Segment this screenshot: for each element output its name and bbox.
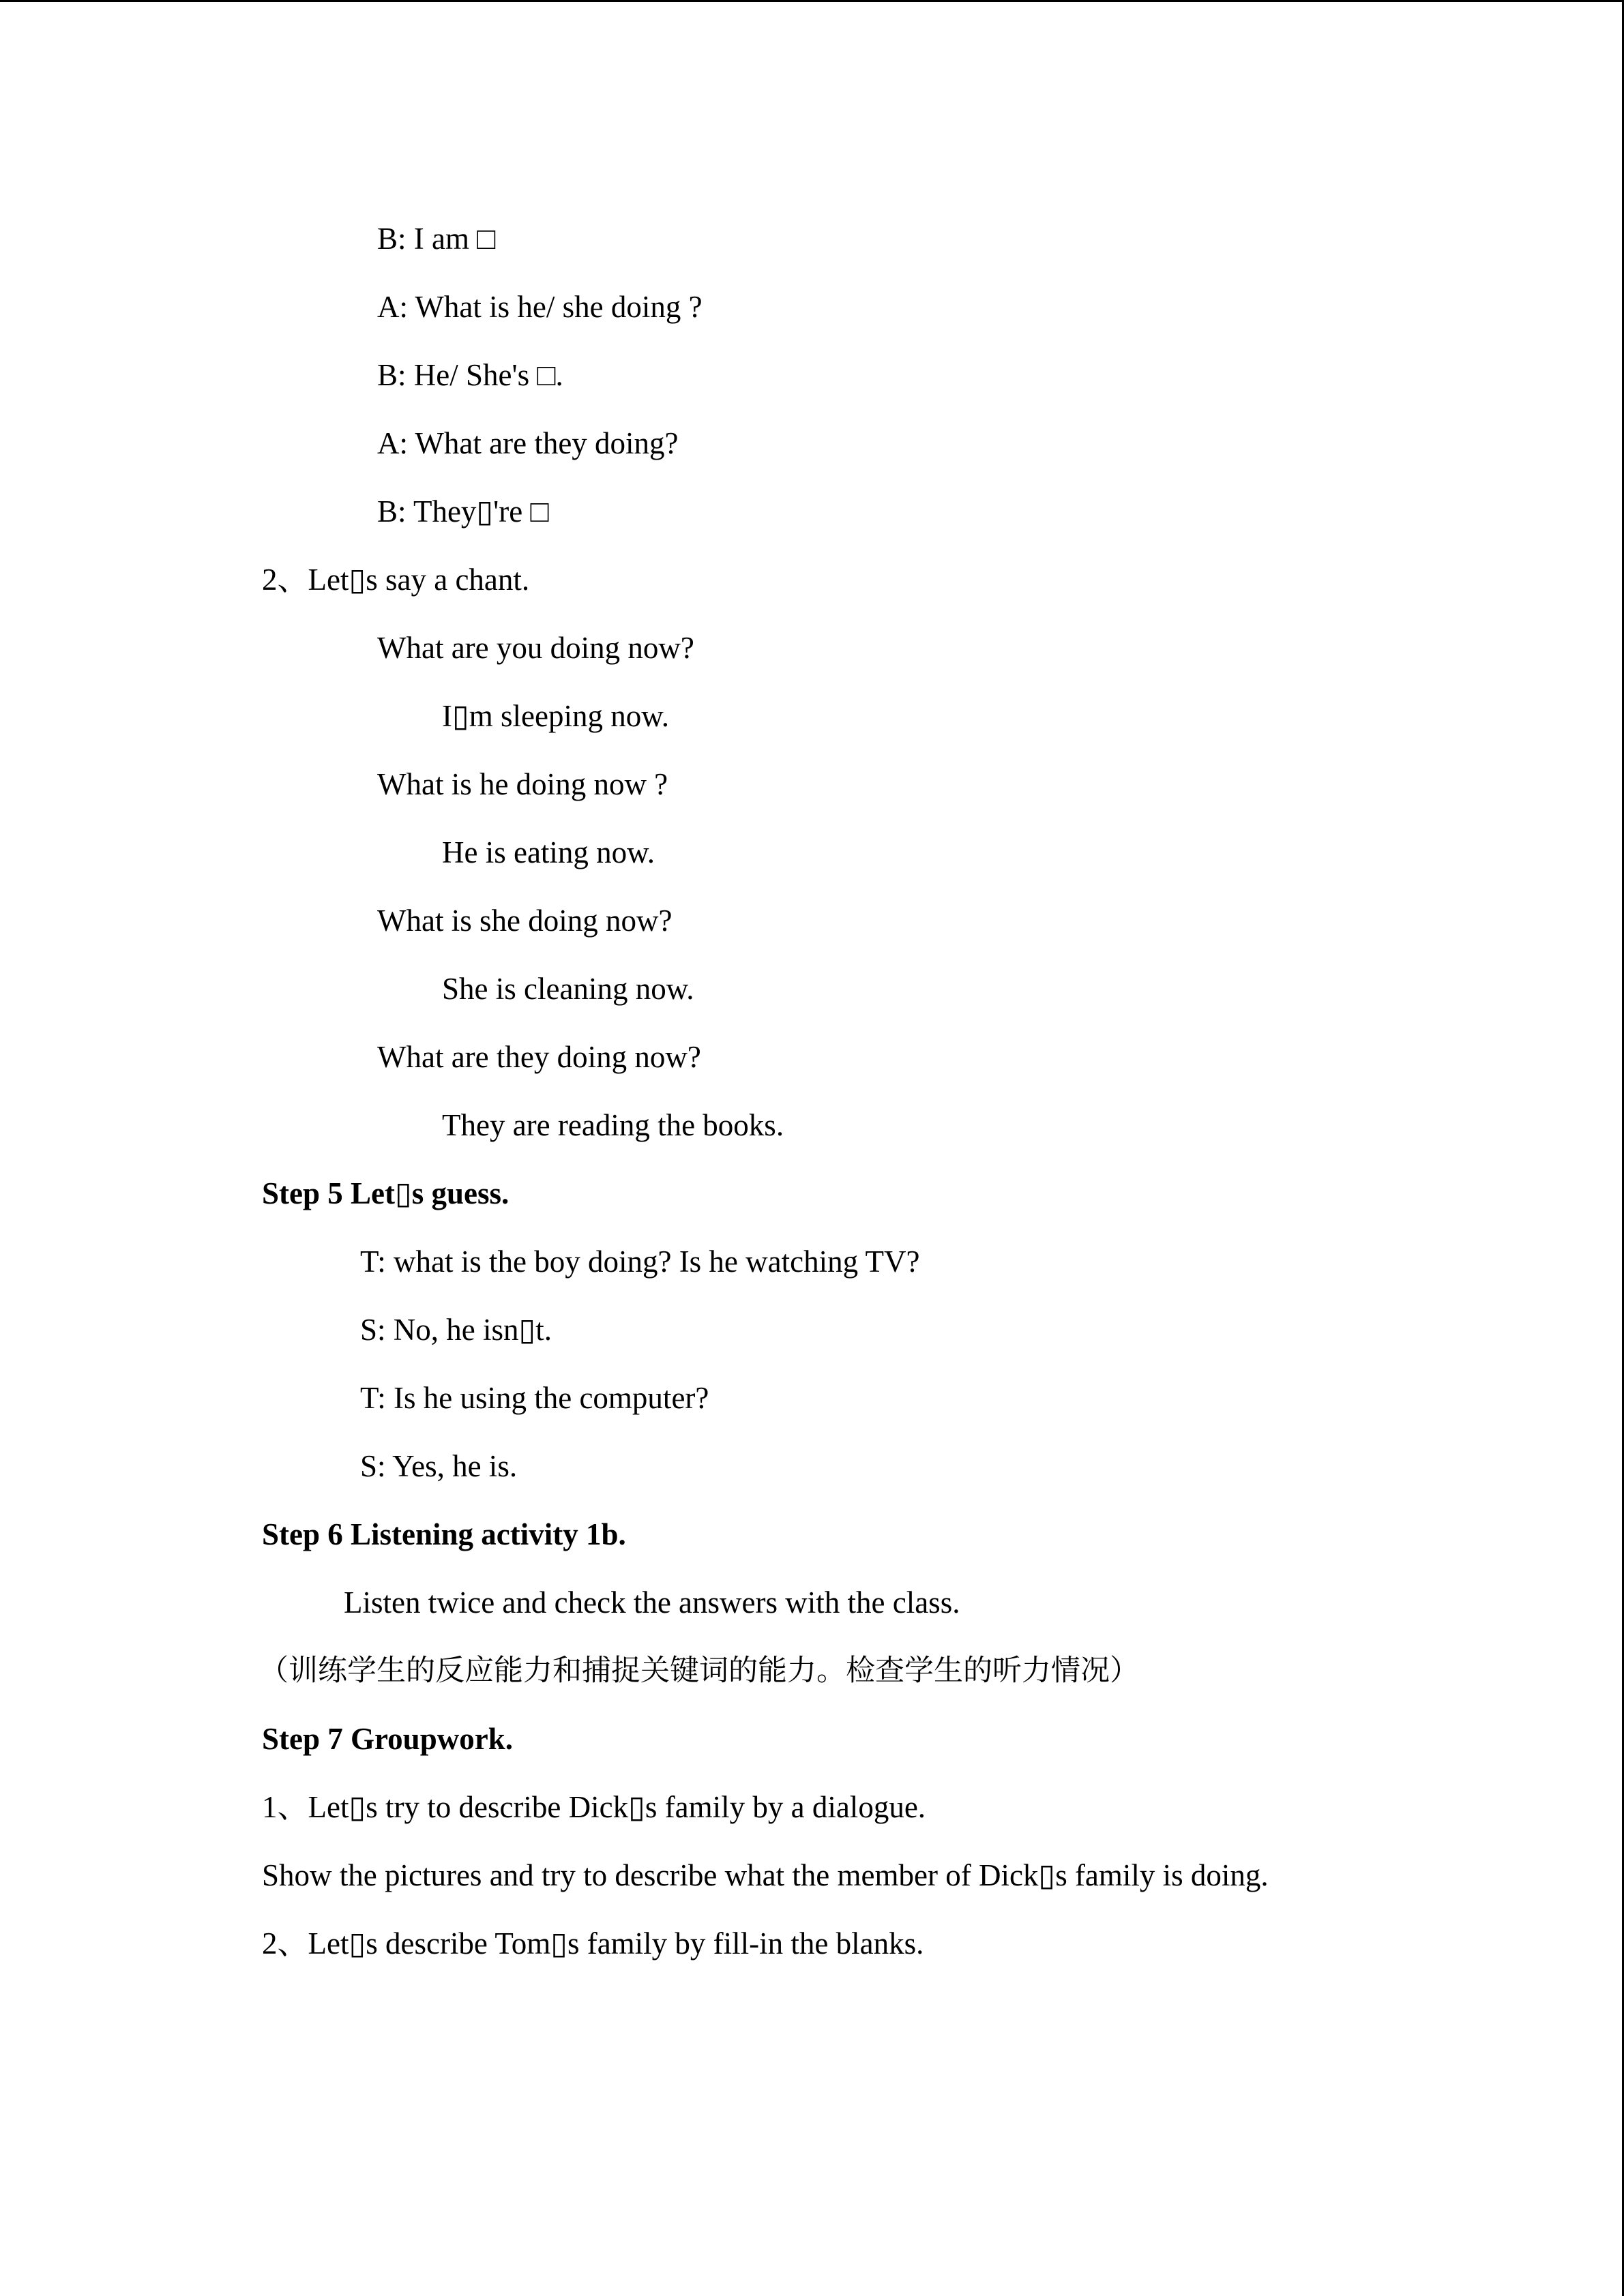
chant-line-answer-2: He is eating now. bbox=[442, 835, 655, 869]
step5-heading: Step 5 Let▯s guess. bbox=[262, 1176, 510, 1210]
dialogue-line-2: A: What is he/ she doing ? bbox=[377, 290, 703, 324]
chant-line-question-3: What is she doing now? bbox=[377, 904, 673, 938]
dialogue-line-4: A: What are they doing? bbox=[377, 426, 679, 460]
step5-line-3: T: Is he using the computer? bbox=[360, 1381, 709, 1415]
step5-line-1: T: what is the boy doing? Is he watching TV? bbox=[360, 1244, 920, 1279]
chant-line-answer-1: I▯m sleeping now. bbox=[442, 699, 670, 733]
step6-heading: Step 6 Listening activity 1b. bbox=[262, 1517, 626, 1551]
chant-line-question-2: What is he doing now ? bbox=[377, 767, 668, 801]
step7-line-2: Show the pictures and try to describe what the member of Dick▯s family is doing. bbox=[262, 1858, 1269, 1892]
dialogue-line-3: B: He/ She's □. bbox=[377, 358, 563, 392]
dialogue-line-5: B: They▯'re □ bbox=[377, 494, 549, 528]
step6-instruction: Listen twice and check the answers with the class. bbox=[344, 1585, 960, 1620]
chant-line-answer-3: She is cleaning now. bbox=[442, 972, 694, 1006]
step7-line-1: 1、Let▯s try to describe Dick▯s family by a dialogue. bbox=[262, 1790, 926, 1824]
step6-note: （训练学生的反应能力和捕捉关键词的能力。检查学生的听力情况） bbox=[259, 1654, 1139, 1688]
chant-line-question-4: What are they doing now? bbox=[377, 1040, 701, 1074]
chant-heading: 2、Let▯s say a chant. bbox=[262, 563, 530, 597]
step5-line-2: S: No, he isn▯t. bbox=[360, 1313, 552, 1347]
page-border-top bbox=[0, 0, 1624, 2]
step7-heading: Step 7 Groupwork. bbox=[262, 1722, 513, 1756]
chant-line-answer-4: They are reading the books. bbox=[442, 1108, 784, 1142]
step5-line-4: S: Yes, he is. bbox=[360, 1449, 518, 1483]
dialogue-line-1: B: I am □ bbox=[377, 222, 496, 256]
chant-line-question-1: What are you doing now? bbox=[377, 631, 694, 665]
step7-line-3: 2、Let▯s describe Tom▯s family by fill-in the blanks. bbox=[262, 1926, 924, 1960]
